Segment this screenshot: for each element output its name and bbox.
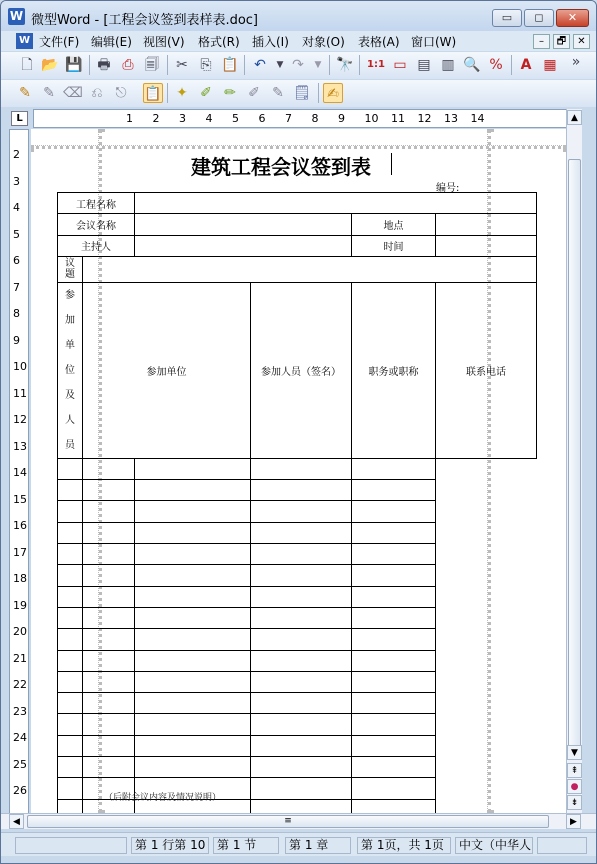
position-header: 职务或职称 xyxy=(352,282,436,458)
ruler-number: 26 xyxy=(13,784,27,797)
table-cell[interactable] xyxy=(135,586,251,607)
scroll-left-icon[interactable]: ◀ xyxy=(9,814,24,829)
ruler-number: 16 xyxy=(13,519,27,532)
table-cell[interactable] xyxy=(251,735,352,756)
table-cell[interactable] xyxy=(135,757,251,778)
table-cell[interactable] xyxy=(352,778,436,799)
table-cell[interactable] xyxy=(135,629,251,650)
ruler-number: 2 xyxy=(13,148,20,161)
table-cell[interactable] xyxy=(251,629,352,650)
save-icon[interactable]: 💾 xyxy=(65,57,83,73)
ruler-number: 5 xyxy=(232,112,239,125)
title-bar xyxy=(1,1,597,31)
zoom-icon[interactable]: 🔍 xyxy=(463,57,481,73)
table-cell[interactable] xyxy=(58,501,83,522)
table-cell[interactable] xyxy=(251,480,352,501)
ruler-number: 18 xyxy=(13,572,27,585)
table-cell[interactable] xyxy=(83,565,135,586)
status-empty xyxy=(15,837,127,854)
table-cell[interactable] xyxy=(251,671,352,692)
next-page-icon[interactable]: ⇟ xyxy=(567,795,582,810)
table-cell[interactable] xyxy=(352,757,436,778)
vertical-ruler[interactable] xyxy=(9,129,29,814)
status-page: 第 1页，共 1页 xyxy=(357,837,451,854)
ruler-number: 4 xyxy=(205,112,213,125)
table-cell[interactable] xyxy=(352,501,436,522)
table-row[interactable] xyxy=(58,458,537,479)
table-cell[interactable] xyxy=(83,522,135,543)
new-icon[interactable]: 🗋 xyxy=(21,57,33,73)
status-chapter: 第 1 章 xyxy=(285,837,351,854)
menu-insert[interactable]: 插入(I) xyxy=(252,35,289,49)
table-cell[interactable] xyxy=(58,778,83,799)
properties-icon[interactable]: ▦ xyxy=(543,57,557,73)
table-row[interactable] xyxy=(58,607,537,628)
table-row[interactable] xyxy=(58,501,537,522)
table-cell[interactable] xyxy=(58,565,83,586)
ruler-number: 10 xyxy=(13,360,27,373)
actual-size-icon[interactable]: 1:1 xyxy=(367,59,385,70)
redo-dropdown-icon[interactable]: ▼ xyxy=(314,60,322,70)
pen-icon[interactable]: ✐ xyxy=(200,85,212,101)
unit-header: 参加单位 xyxy=(83,282,251,458)
ruler-number: 6 xyxy=(258,112,266,125)
menu-table[interactable]: 表格(A) xyxy=(358,35,400,49)
table-cell[interactable] xyxy=(352,799,436,813)
close-button[interactable]: ✕ xyxy=(556,9,589,27)
drawing-toolbar xyxy=(1,80,597,107)
tab-stop-selector[interactable]: L xyxy=(11,111,28,126)
table-cell[interactable] xyxy=(83,586,135,607)
horizontal-scrollbar[interactable] xyxy=(1,813,597,829)
table-cell[interactable] xyxy=(83,458,135,479)
table-cell[interactable] xyxy=(135,565,251,586)
table-cell[interactable] xyxy=(251,693,352,714)
status-bar xyxy=(1,832,597,856)
menu-file[interactable]: 文件(F) xyxy=(39,35,80,49)
find-icon[interactable]: 🔭 xyxy=(336,57,354,73)
toolbar-more-icon[interactable]: » xyxy=(571,54,581,70)
ruler-number: 19 xyxy=(13,598,27,612)
marker-icon[interactable]: ✎ xyxy=(272,85,284,101)
table-cell[interactable] xyxy=(58,629,83,650)
table-row[interactable] xyxy=(58,650,537,671)
menu-object[interactable]: 对象(O) xyxy=(302,35,345,49)
table-cell[interactable] xyxy=(58,607,83,628)
table-cell[interactable] xyxy=(251,799,352,813)
menu-window[interactable]: 窗口(W) xyxy=(411,35,457,49)
ruler-number: 15 xyxy=(13,492,27,506)
ruler-number: 20 xyxy=(13,625,27,638)
minimize-button[interactable]: ▭ xyxy=(492,9,522,27)
ruler-number: 9 xyxy=(338,112,345,125)
maximize-button[interactable]: ◻ xyxy=(524,9,554,27)
topic-label: 议题 xyxy=(58,256,83,282)
ruler-number: 24 xyxy=(13,731,27,744)
doc-restore-button[interactable]: 🗗 xyxy=(553,34,570,49)
table-row[interactable] xyxy=(58,671,537,692)
ruler-number: 2 xyxy=(152,112,160,125)
table-cell[interactable] xyxy=(135,714,251,735)
table-cell[interactable] xyxy=(251,607,352,628)
table-row[interactable] xyxy=(58,586,537,607)
ruler-number: 13 xyxy=(444,112,458,125)
status-language: 中文（中华人 xyxy=(455,837,533,854)
ruler-number: 3 xyxy=(13,174,20,188)
ruler-number: 9 xyxy=(13,333,20,347)
table-row[interactable] xyxy=(58,544,537,565)
document-page[interactable] xyxy=(31,129,566,813)
table-cell[interactable] xyxy=(352,693,436,714)
ruler-number: 5 xyxy=(13,227,20,241)
pencil-icon[interactable]: ✏ xyxy=(224,85,236,101)
time-label: 时间 xyxy=(352,235,436,256)
phone-header: 联系电话 xyxy=(436,282,537,458)
table-cell[interactable] xyxy=(135,671,251,692)
app-icon[interactable]: W xyxy=(9,9,24,23)
ruler-number: 7 xyxy=(13,280,20,294)
ruler-number: 8 xyxy=(13,307,20,320)
redo-icon[interactable]: ↷ xyxy=(292,57,304,73)
preview-icon[interactable]: 🗐 xyxy=(145,57,159,73)
person-header: 参加人员（签名） xyxy=(251,282,352,458)
table-cell[interactable] xyxy=(58,757,83,778)
table-cell[interactable] xyxy=(251,714,352,735)
zoom-percent-icon[interactable]: % xyxy=(489,57,503,73)
participants-side-label: 参 加 单 位 及 人 员 xyxy=(58,282,83,458)
ruler-number: 10 xyxy=(364,112,379,125)
h-scroll-thumb[interactable]: ≡ xyxy=(27,815,549,828)
table-cell[interactable] xyxy=(352,650,436,671)
table-cell[interactable] xyxy=(83,629,135,650)
ruler-number: 12 xyxy=(13,413,27,426)
table-cell[interactable] xyxy=(352,458,436,479)
table-cell[interactable] xyxy=(58,714,83,735)
paste-icon[interactable]: 📋 xyxy=(221,57,239,73)
unlink-icon[interactable]: ⎋ xyxy=(115,85,127,101)
table-cell[interactable] xyxy=(83,671,135,692)
eraser-icon[interactable]: ✐ xyxy=(248,85,260,101)
table-cell[interactable] xyxy=(251,650,352,671)
table-cell[interactable] xyxy=(251,586,352,607)
table-row[interactable] xyxy=(58,522,537,543)
ruler-number: 12 xyxy=(417,112,432,125)
table-cell[interactable] xyxy=(352,586,436,607)
open-icon[interactable]: 📂 xyxy=(41,57,59,73)
highlight-icon[interactable]: ✦ xyxy=(176,85,188,101)
table-row[interactable] xyxy=(58,693,537,714)
prev-page-icon[interactable]: ⇞ xyxy=(567,763,582,778)
table-cell[interactable] xyxy=(251,522,352,543)
ruler-number: 13 xyxy=(13,439,27,453)
table-cell[interactable] xyxy=(251,501,352,522)
table-cell[interactable] xyxy=(135,501,251,522)
ruler-number: 7 xyxy=(285,112,292,125)
table-cell[interactable] xyxy=(83,501,135,522)
ruler-number: 11 xyxy=(13,386,27,400)
table-cell[interactable] xyxy=(352,480,436,501)
table-row[interactable] xyxy=(58,565,537,586)
menu-view[interactable]: 视图(V) xyxy=(143,35,185,49)
table-cell[interactable] xyxy=(83,714,135,735)
table-cell[interactable] xyxy=(83,757,135,778)
time-cell[interactable] xyxy=(436,235,537,256)
menu-edit[interactable]: 编辑(E) xyxy=(91,35,132,49)
ruler-number: 4 xyxy=(13,201,20,214)
ruler-number: 23 xyxy=(13,704,27,718)
table-cell[interactable] xyxy=(83,650,135,671)
table-cell[interactable] xyxy=(251,778,352,799)
project-name-cell[interactable] xyxy=(135,193,537,214)
whole-page-icon[interactable]: ▤ xyxy=(417,57,431,73)
ruler-number: 14 xyxy=(470,112,485,125)
table-cell[interactable] xyxy=(135,522,251,543)
table-cell[interactable] xyxy=(135,693,251,714)
table-cell[interactable] xyxy=(352,735,436,756)
table-cell[interactable] xyxy=(58,650,83,671)
project-name-label: 工程名称 xyxy=(58,193,135,214)
undo-icon[interactable]: ↶ xyxy=(254,57,266,73)
table-cell[interactable] xyxy=(352,607,436,628)
table-cell[interactable] xyxy=(135,607,251,628)
table-cell[interactable] xyxy=(352,522,436,543)
browse-object-icon[interactable]: ● xyxy=(567,779,582,794)
table-row[interactable] xyxy=(58,757,537,778)
scroll-thumb[interactable] xyxy=(568,159,581,749)
ruler-number: 25 xyxy=(13,757,27,771)
scroll-down-icon[interactable]: ▼ xyxy=(567,745,582,760)
paste-special-icon[interactable]: 📋 xyxy=(143,83,163,103)
ruler-number: 8 xyxy=(311,112,319,125)
table-cell[interactable] xyxy=(83,480,135,501)
table-cell[interactable] xyxy=(352,629,436,650)
pdf-icon[interactable]: ⎙ xyxy=(122,57,134,73)
table-row[interactable] xyxy=(58,480,537,501)
table-cell[interactable] xyxy=(58,586,83,607)
ruler-number: 1 xyxy=(126,112,133,125)
vertical-scrollbar[interactable] xyxy=(566,109,582,813)
table-cell[interactable] xyxy=(352,565,436,586)
table-cell[interactable] xyxy=(352,544,436,565)
copy-icon[interactable]: ⎘ xyxy=(200,57,212,73)
sign-in-table[interactable] xyxy=(57,192,537,813)
ruler-number: 3 xyxy=(179,112,186,125)
status-section: 第 1 节 xyxy=(213,837,279,854)
menu-format[interactable]: 格式(R) xyxy=(198,35,240,49)
doc-minimize-button[interactable]: – xyxy=(533,34,550,49)
scroll-up-icon[interactable]: ▲ xyxy=(567,110,582,125)
table-cell[interactable] xyxy=(58,671,83,692)
window-title: 微型Word - [工程会议签到表样表.doc] xyxy=(31,13,258,28)
topic-cell[interactable] xyxy=(83,256,537,282)
text-pen-icon[interactable]: ✎ xyxy=(19,85,31,101)
table-cell[interactable] xyxy=(58,799,83,813)
host-cell[interactable] xyxy=(135,235,352,256)
doc-close-button[interactable]: ✕ xyxy=(573,34,590,49)
font-color-icon[interactable]: A xyxy=(520,57,532,73)
ruler-number: 21 xyxy=(13,651,27,665)
table-cell[interactable] xyxy=(251,458,352,479)
review-icon[interactable]: ✍ xyxy=(323,83,343,103)
table-cell[interactable] xyxy=(83,693,135,714)
table-cell[interactable] xyxy=(135,650,251,671)
text-cursor xyxy=(391,153,392,175)
table-cell[interactable] xyxy=(135,458,251,479)
table-cell[interactable] xyxy=(251,544,352,565)
table-cell[interactable] xyxy=(251,565,352,586)
horizontal-ruler[interactable] xyxy=(33,109,567,128)
location-label: 地点 xyxy=(352,214,436,235)
link-icon[interactable]: ⎌ xyxy=(91,85,103,101)
scroll-right-icon[interactable]: ▶ xyxy=(566,814,581,829)
table-cell[interactable] xyxy=(58,480,83,501)
standard-toolbar xyxy=(1,52,597,79)
table-cell[interactable] xyxy=(58,458,83,479)
table-cell[interactable] xyxy=(352,671,436,692)
doc-title[interactable]: 建筑工程会议签到表 xyxy=(191,155,371,179)
ruler-number: 17 xyxy=(13,545,27,559)
ruler-number: 14 xyxy=(13,466,27,479)
table-cell[interactable] xyxy=(83,607,135,628)
cut-icon[interactable]: ✂ xyxy=(176,57,188,73)
table-cell[interactable] xyxy=(135,544,251,565)
table-cell[interactable] xyxy=(58,693,83,714)
table-cell[interactable] xyxy=(83,735,135,756)
meeting-name-label: 会议名称 xyxy=(58,214,135,235)
table-cell[interactable] xyxy=(251,757,352,778)
page-width-icon[interactable]: ▭ xyxy=(393,57,407,73)
ruler-number: 11 xyxy=(391,112,405,125)
notes-icon[interactable]: 🗒 xyxy=(293,85,311,101)
table-row[interactable] xyxy=(58,714,537,735)
status-extra xyxy=(537,837,587,854)
table-row[interactable] xyxy=(58,629,537,650)
table-row[interactable] xyxy=(58,735,537,756)
table-cell[interactable] xyxy=(58,735,83,756)
meeting-name-cell[interactable] xyxy=(135,214,352,235)
status-line: 第 1 行第 10 xyxy=(131,837,209,854)
table-cell[interactable] xyxy=(135,735,251,756)
table-cell[interactable] xyxy=(58,544,83,565)
margin-guide-top xyxy=(31,145,566,149)
two-pages-icon[interactable]: ▥ xyxy=(441,57,455,73)
table-cell[interactable] xyxy=(83,544,135,565)
host-label: 主持人 xyxy=(58,235,135,256)
table-cell[interactable] xyxy=(352,714,436,735)
ruler-number: 6 xyxy=(13,254,20,267)
edit-text-icon[interactable]: ✎ xyxy=(43,85,55,101)
footnote: （后附会议内容及情况说明） xyxy=(104,793,222,803)
document-icon[interactable]: W xyxy=(16,33,33,49)
print-icon[interactable]: 🖶 xyxy=(97,57,111,73)
location-cell[interactable] xyxy=(436,214,537,235)
number-label: 编号: xyxy=(436,183,460,194)
ruler-number: 22 xyxy=(13,678,27,691)
delete-text-icon[interactable]: ⌫ xyxy=(63,85,83,101)
undo-dropdown-icon[interactable]: ▼ xyxy=(276,60,284,70)
table-cell[interactable] xyxy=(135,480,251,501)
table-cell[interactable] xyxy=(58,522,83,543)
